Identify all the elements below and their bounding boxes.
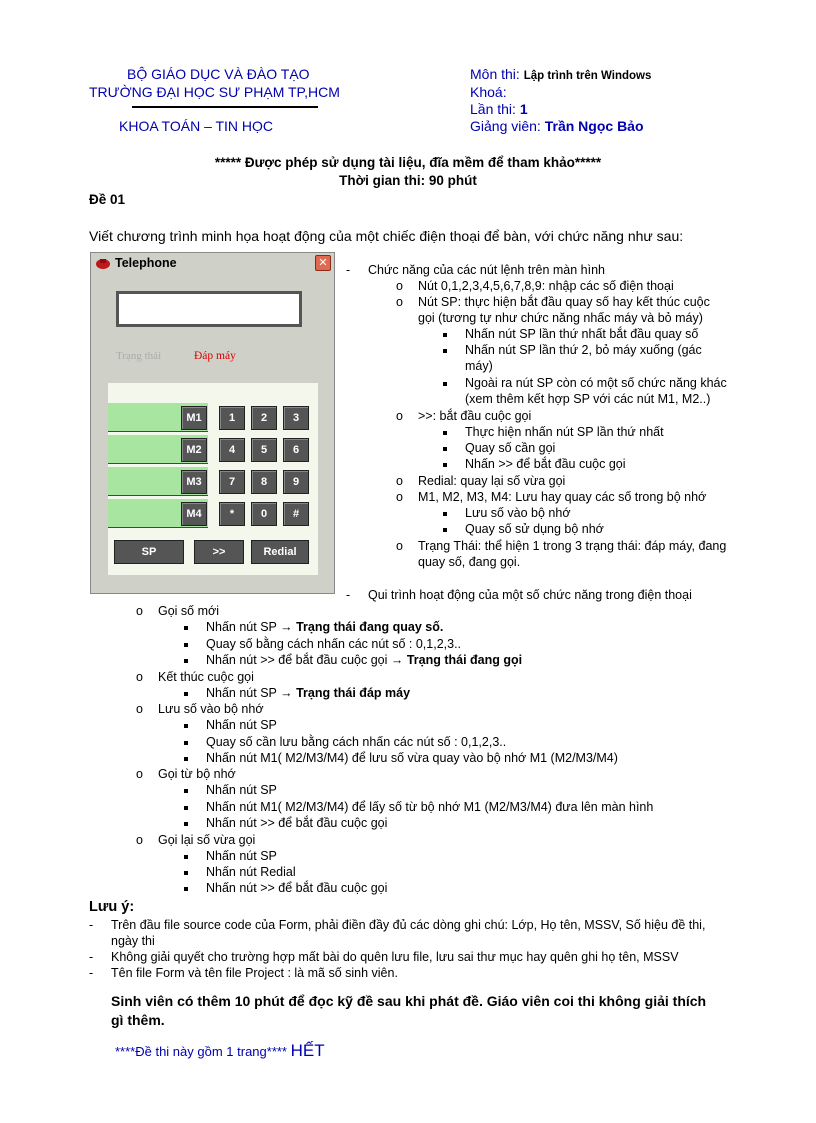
phone-icon: [95, 256, 111, 270]
dash-marker: -: [346, 588, 351, 602]
window-title: Telephone: [115, 256, 177, 270]
square-bullet: [443, 522, 447, 536]
circle-bullet: o: [396, 539, 403, 553]
square-bullet: [443, 457, 447, 471]
telephone-window: [90, 252, 335, 594]
square-bullet: [443, 441, 447, 455]
note-1-cont: ngày thi: [111, 934, 155, 948]
square-bullet: [184, 751, 188, 765]
course-line: Khoá:: [470, 84, 507, 100]
square-bullet: [184, 718, 188, 732]
flow-redial: Gọi lại số vừa gọi: [158, 833, 256, 847]
note-3: Tên file Form và tên file Project : là mã số sinh viên.: [111, 966, 398, 980]
item-status-cont: quay số, đang gọi.: [418, 555, 521, 569]
m1-button[interactable]: M1: [181, 406, 207, 430]
item-redial: Redial: quay lại số vừa gọi: [418, 474, 566, 488]
key-6[interactable]: 6: [283, 438, 309, 462]
square-bullet: [443, 376, 447, 390]
section-workflow: Qui trình hoạt động của một số chức năng trong điện thoại: [368, 588, 692, 602]
square-bullet: [184, 620, 188, 634]
key-hash[interactable]: #: [283, 502, 309, 526]
sub-item: Thực hiện nhấn nút SP lần thứ nhất: [465, 425, 664, 439]
phone-display: [116, 291, 302, 327]
key-0[interactable]: 0: [251, 502, 277, 526]
key-7[interactable]: 7: [219, 470, 245, 494]
square-bullet: [184, 800, 188, 814]
square-bullet: [184, 653, 188, 667]
flow-step: Quay số cần lưu bằng cách nhấn các nút số : 0,1,2,3..: [206, 735, 507, 749]
square-bullet: [184, 865, 188, 879]
square-bullet: [184, 686, 188, 700]
lecturer-line: Giảng viên: Trần Ngọc Bảo: [470, 118, 644, 134]
flow-step: Nhấn nút Redial: [206, 865, 296, 879]
university-name: TRƯỜNG ĐẠI HỌC SƯ PHẠM TP,HCM: [89, 84, 340, 100]
flow-step: Nhấn nút >> để bắt đầu cuộc gọi: [206, 816, 388, 830]
m3-button[interactable]: M3: [181, 470, 207, 494]
m4-button[interactable]: M4: [181, 502, 207, 526]
circle-bullet: o: [136, 833, 143, 847]
circle-bullet: o: [396, 279, 403, 293]
square-bullet: [184, 816, 188, 830]
key-8[interactable]: 8: [251, 470, 277, 494]
flow-call-memory: Gọi từ bộ nhớ: [158, 767, 236, 781]
sub-item-cont: (xem thêm kết hợp SP với các nút M1, M2..): [465, 392, 711, 406]
sub-item: Nhấn nút SP lần thứ 2, bỏ máy xuống (gác: [465, 343, 702, 357]
square-bullet: [184, 881, 188, 895]
square-bullet: [184, 783, 188, 797]
circle-bullet: o: [396, 474, 403, 488]
header-divider: [132, 106, 318, 108]
dash-marker: -: [346, 263, 351, 277]
title-bar: [91, 253, 334, 273]
notes-title: Lưu ý:: [89, 899, 135, 915]
circle-bullet: o: [136, 767, 143, 781]
sub-item: Lưu số vào bộ nhớ: [465, 506, 571, 520]
circle-bullet: o: [136, 702, 143, 716]
sub-item: Nhấn nút SP lần thứ nhất bắt đầu quay số: [465, 327, 699, 341]
subject-line: Môn thi: Lập trình trên Windows: [470, 66, 652, 82]
square-bullet: [443, 425, 447, 439]
square-bullet: [443, 343, 447, 357]
flow-end-call: Kết thúc cuộc gọi: [158, 670, 254, 684]
item-number-keys: Nút 0,1,2,3,4,5,6,7,8,9: nhập các số điện thoại: [418, 279, 674, 293]
square-bullet: [184, 849, 188, 863]
circle-bullet: o: [136, 604, 143, 618]
item-sp: Nút SP: thực hiện bắt đầu quay số hay kết thúc cuộc: [418, 295, 710, 309]
ministry-name: BỘ GIÁO DỤC VÀ ĐÀO TẠO: [127, 66, 310, 82]
dash-marker: -: [89, 950, 94, 964]
attempt-line: Lần thi: 1: [470, 101, 528, 117]
note-2: Không giải quyết cho trường hợp mất bài do quên lưu file, lưu sai thư mục hay quên ghi họ tên, MSSV: [111, 950, 679, 964]
end-mark: HẾT: [290, 1041, 325, 1060]
circle-bullet: o: [136, 670, 143, 684]
key-5[interactable]: 5: [251, 438, 277, 462]
flow-step: Nhấn nút M1( M2/M3/M4) để lấy số từ bộ nhớ M1 (M2/M3/M4) đưa lên màn hình: [206, 800, 654, 814]
sub-item-cont: máy): [465, 359, 493, 373]
flow-step: Nhấn nút SP: [206, 718, 277, 732]
sub-item: Quay số cần gọi: [465, 441, 556, 455]
circle-bullet: o: [396, 490, 403, 504]
flow-step: Nhấn nút SP → Trạng thái đáp máy: [206, 686, 411, 700]
exam-number: Đề 01: [89, 192, 126, 207]
square-bullet: [184, 735, 188, 749]
m2-button[interactable]: M2: [181, 438, 207, 462]
sub-item: Ngoài ra nút SP còn có một số chức năng khác: [465, 376, 727, 390]
item-status: Trạng Thái: thể hiện 1 trong 3 trạng thái: đáp máy, đang: [418, 539, 727, 553]
footer-line-1: Sinh viên có thêm 10 phút để đọc kỹ đề sau khi phát đề. Giáo viên coi thi không giải thích: [111, 993, 707, 1009]
sub-item: Nhấn >> để bắt đầu cuộc gọi: [465, 457, 626, 471]
item-memory: M1, M2, M3, M4: Lưu hay quay các số trong bộ nhớ: [418, 490, 707, 504]
item-sp-cont: gọi (tương tự như chức năng nhấc máy và bỏ máy): [418, 311, 703, 325]
flow-step: Nhấn nút M1( M2/M3/M4) để lưu số vừa quay vào bộ nhớ M1 (M2/M3/M4): [206, 751, 618, 765]
dash-marker: -: [89, 918, 94, 932]
flow-step: Quay số bằng cách nhấn các nút số : 0,1,2,3..: [206, 637, 462, 651]
square-bullet: [184, 637, 188, 651]
status-value: Đáp máy: [194, 350, 236, 362]
key-3[interactable]: 3: [283, 406, 309, 430]
intro-text: Viết chương trình minh họa hoạt động của một chiếc điện thoại để bàn, với chức năng như sau:: [89, 228, 684, 244]
key-4[interactable]: 4: [219, 438, 245, 462]
flow-save-memory: Lưu số vào bộ nhớ: [158, 702, 264, 716]
flow-step: Nhấn nút >> để bắt đầu cuộc gọi: [206, 881, 388, 895]
page-count-note: ****Đề thi này gồm 1 trang**** HẾT: [115, 1041, 325, 1060]
footer-line-2: gì thêm.: [111, 1012, 165, 1028]
status-label: Trạng thái: [116, 350, 162, 362]
section-functions: Chức năng của các nút lệnh trên màn hình: [368, 263, 605, 277]
note-1: Trên đầu file source code của Form, phải điền đầy đủ các dòng ghi chú: Lớp, Họ tên, MSSV, Số hiệu đề thi,: [111, 918, 706, 932]
time-line: Thời gian thi: 90 phút: [339, 173, 477, 188]
square-bullet: [443, 506, 447, 520]
redial-button[interactable]: Redial: [251, 540, 309, 564]
key-star[interactable]: *: [219, 502, 245, 526]
key-9[interactable]: 9: [283, 470, 309, 494]
dash-marker: -: [89, 966, 94, 980]
square-bullet: [443, 327, 447, 341]
flow-new-call: Gọi số mới: [158, 604, 219, 618]
key-1[interactable]: 1: [219, 406, 245, 430]
flow-step: Nhấn nút SP → Trạng thái đang quay số.: [206, 620, 444, 634]
keypad-panel: [108, 383, 318, 575]
circle-bullet: o: [396, 409, 403, 423]
flow-step: Nhấn nút SP: [206, 849, 277, 863]
faculty-name: KHOA TOÁN – TIN HỌC: [119, 118, 274, 134]
call-button[interactable]: >>: [194, 540, 244, 564]
circle-bullet: o: [396, 295, 403, 309]
flow-step: Nhấn nút >> để bắt đầu cuộc gọi → Trạng thái đang gọi: [206, 653, 523, 667]
close-icon[interactable]: ✕: [315, 255, 331, 271]
sp-button[interactable]: SP: [114, 540, 184, 564]
item-go: >>: bắt đầu cuộc gọi: [418, 409, 532, 423]
notice-line: ***** Được phép sử dụng tài liệu, đĩa mềm để tham khảo*****: [214, 155, 602, 170]
flow-step: Nhấn nút SP: [206, 783, 277, 797]
sub-item: Quay số sử dụng bộ nhớ: [465, 522, 604, 536]
key-2[interactable]: 2: [251, 406, 277, 430]
